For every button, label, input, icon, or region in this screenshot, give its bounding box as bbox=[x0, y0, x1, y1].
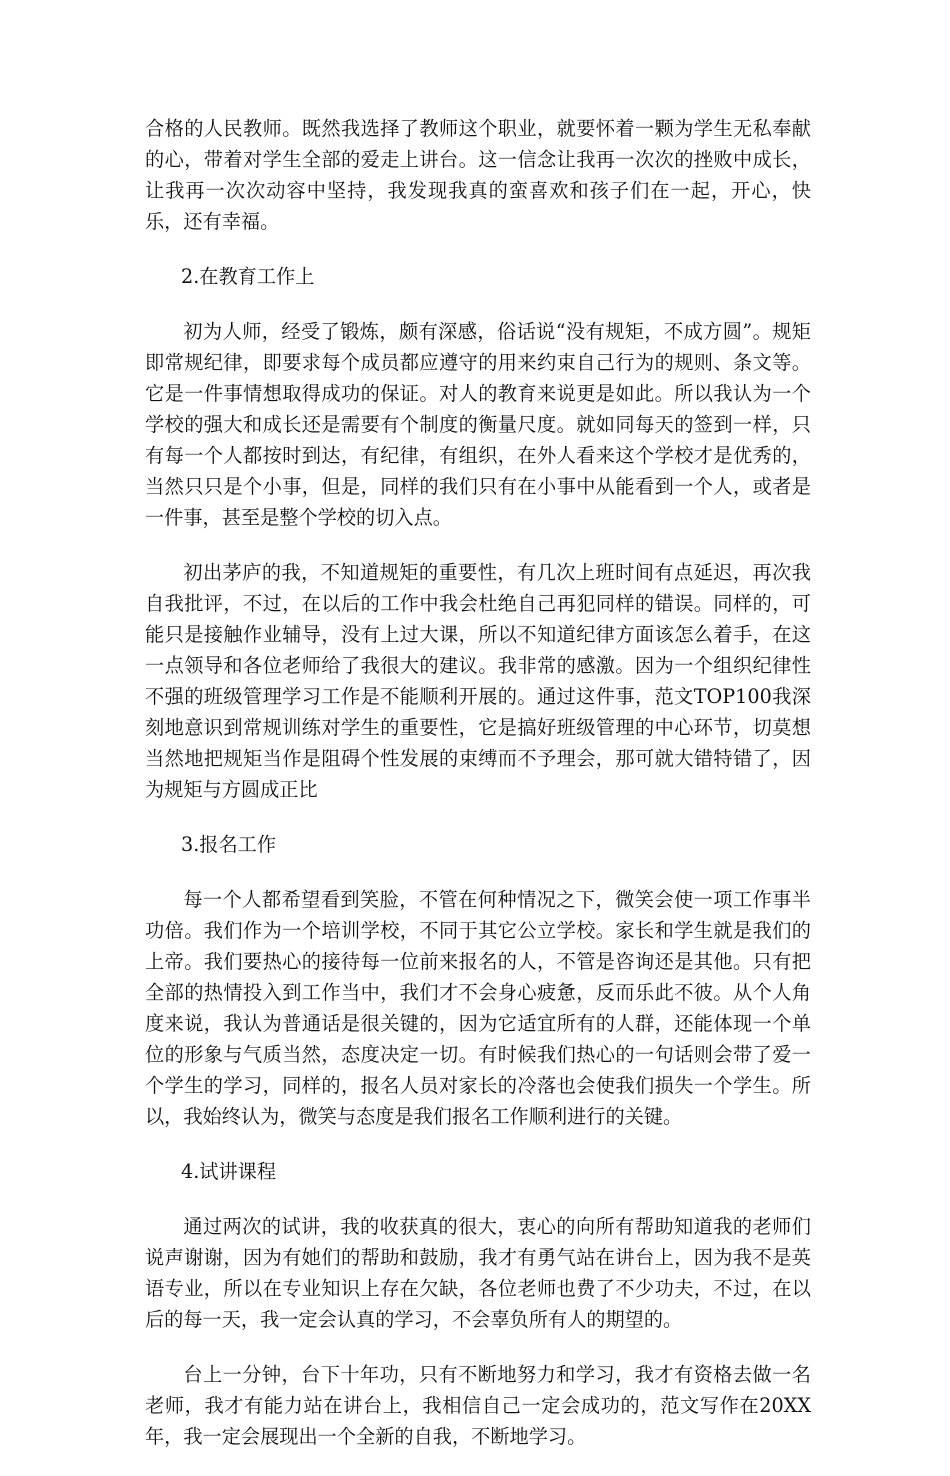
section-heading-trial-lecture: 4.试讲课程 bbox=[181, 1160, 277, 1183]
paragraph-continuation: 合格的人民教师。既然我选择了教师这个职业，就要怀着一颗为学生无私奉献的心，带着对学生全部的爱走上讲台。这一信念让我再一次次的挫败中成长，让我再一次次动容中坚持，我发现我真的蛮喜欢和孩子们在一起，开心，快乐，还有幸福。 bbox=[145, 117, 811, 233]
paragraph-conclusion: 台上一分钟，台下十年功，只有不断地努力和学习，我才有资格去做一名老师，我才有能力站在讲台上，我相信自己一定会成功的，范文写作在20XX年，我一定会展现出一个全新的自我，不断地学习。 bbox=[145, 1363, 811, 1448]
section-heading-education-work: 2.在教育工作上 bbox=[181, 265, 315, 288]
paragraph-registration: 每一个人都希望看到笑脸，不管在何种情况之下，微笑会使一项工作事半功倍。我们作为一个培训学校，不同于其它公立学校。家长和学生就是我们的上帝。我们要热心的接待每一位前来报名的人，不管是咨询还是其他。只有把全部的热情投入到工作当中，我们才不会身心疲惫，反而乐此不彼。从个人角度来说，我认为普通话是很关键的，因为它适宜所有的人群，还能体现一个单位的形象与气质当然，态度决定一切。有时候我们热心的一句话则会带了爱一个学生的学习，同样的，报名人员对家长的冷落也会使我们损失一个学生。所以，我始终认为，微笑与态度是我们报名工作顺利进行的关键。 bbox=[145, 888, 811, 1128]
paragraph-trial-lecture: 通过两次的试讲，我的收获真的很大，衷心的向所有帮助知道我的老师们说声谢谢，因为有她们的帮助和鼓励，我才有勇气站在讲台上，因为我不是英语专业，所以在专业知识上存在欠缺，各位老师也费了不少功夫，不过，在以后的每一天，我一定会认真的学习，不会辜负所有人的期望的。 bbox=[145, 1215, 811, 1331]
document-page bbox=[145, 113, 811, 1476]
paragraph-self-criticism: 初出茅庐的我，不知道规矩的重要性，有几次上班时间有点延迟，再次我自我批评，不过，在以后的工作中我会杜绝自己再犯同样的错误。同样的，可能只是接触作业辅导，没有上过大课，所以不知道纪律方面该怎么着手，在这一点领导和各位老师给了我很大的建议。我非常的感激。因为一个组织纪律性不强的班级管理学习工作是不能顺利开展的。通过这件事，范文TOP100我深刻地意识到常规训练对学生的重要性，它是搞好班级管理的中心环节，切莫想当然地把规矩当作是阻碍个性发展的束缚而不予理会，那可就大错特错了，因为规矩与方圆成正比 bbox=[145, 561, 811, 801]
paragraph-rules: 初为人师，经受了锻炼，颇有深感，俗话说“没有规矩，不成方圆”。规矩即常规纪律，即要求每个成员都应遵守的用来约束自己行为的规则、条文等。它是一件事情想取得成功的保证。对人的教育来说更是如此。所以我认为一个学校的强大和成长还是需要有个制度的衡量尺度。就如同每天的签到一样，只有每一个人都按时到达，有纪律，有组织，在外人看来这个学校才是优秀的，当然只只是个小事，但是，同样的我们只有在小事中从能看到一个人，或者是一件事，甚至是整个学校的切入点。 bbox=[145, 320, 811, 529]
section-heading-registration: 3.报名工作 bbox=[181, 833, 277, 856]
